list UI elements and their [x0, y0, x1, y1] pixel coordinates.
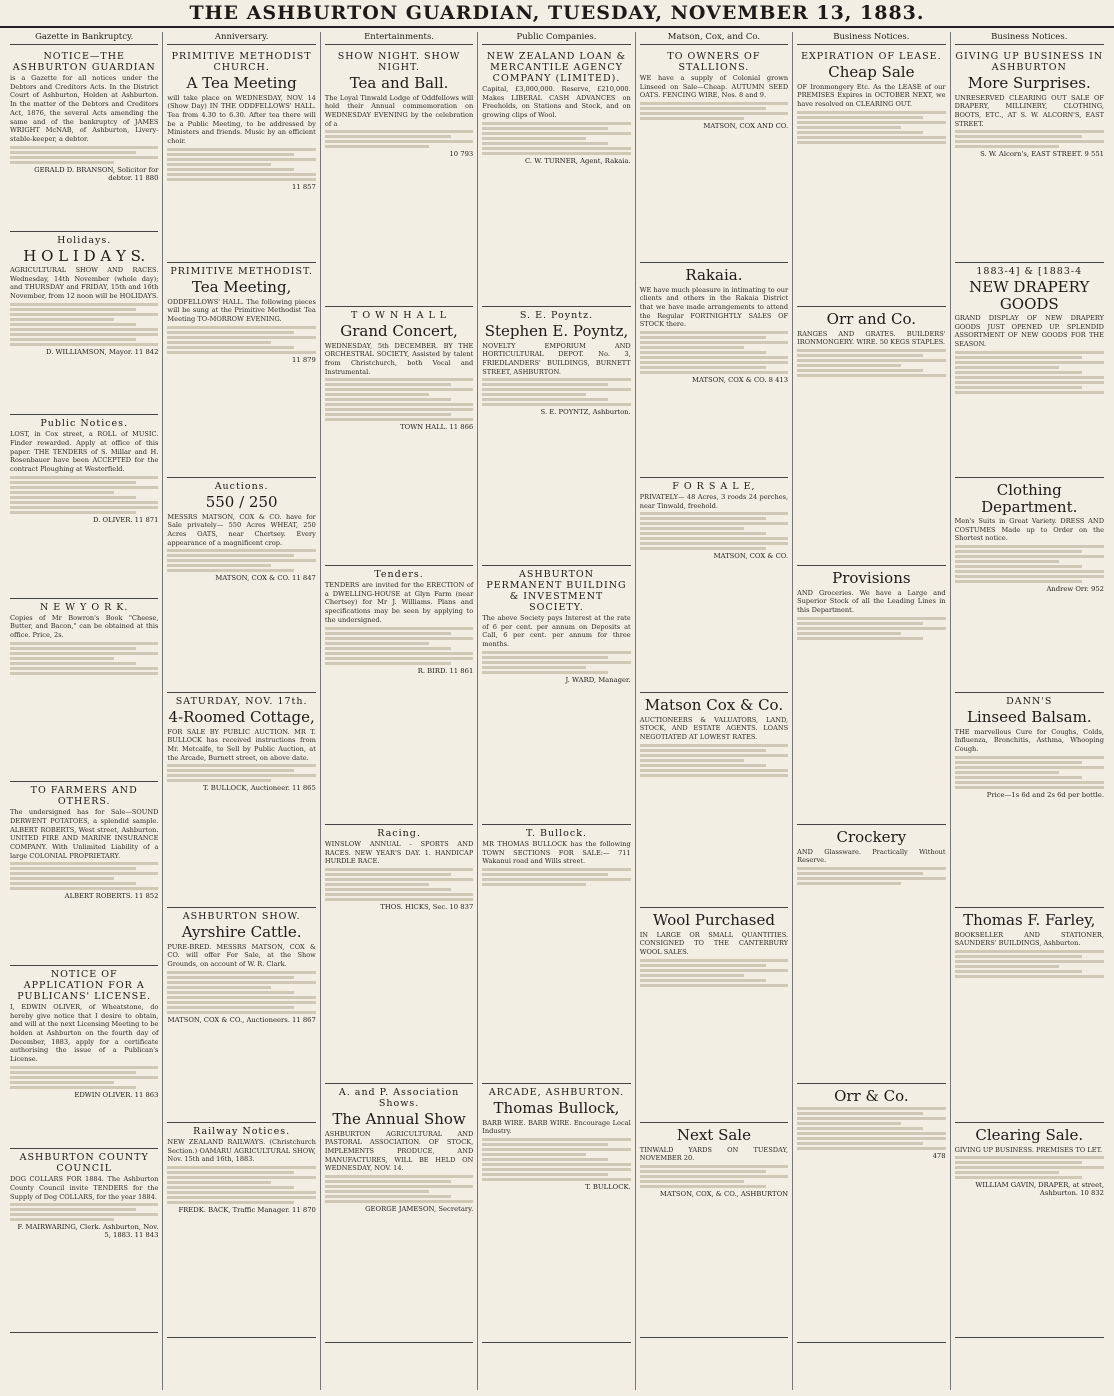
ad-body: The above Society pays Interest at the rate of 6 per cent. per annum on Deposits at Call, 6 per cent. per annum for three months.	[482, 614, 631, 649]
advertisement	[10, 599, 158, 783]
small-print-lines	[955, 351, 1104, 394]
small-print-lines	[482, 1138, 630, 1181]
ad-signature: Price—1s 6d and 2s 6d per bottle.	[986, 790, 1104, 799]
ad-signature: S. E. POYNTZ, Ashburton.	[540, 408, 631, 417]
ad-body: WEDNESDAY, 5th DECEMBER. BY THE ORCHESTRAL SOCIETY, Assisted by talent from Christchurch, both Vocal and Instrumental.	[324, 341, 474, 376]
ad-signature: MATSON, COX AND CO.	[703, 122, 789, 131]
ad-signature: 10 793	[449, 150, 474, 159]
ad-body: AUCTIONEERS & VALUATORS, LAND, STOCK, AND ESTATE AGENTS. LOANS NEGOTIATED AT LOWEST RATES.	[639, 715, 789, 741]
ad-signature: MATSON, COX & CO.	[713, 552, 789, 561]
ad-title: NOTICE—THE ASHBURTON GUARDIAN	[12, 51, 156, 73]
advertisement	[482, 307, 630, 566]
advertisement	[797, 566, 945, 825]
columns	[6, 32, 1108, 1390]
ad-headline: Clothing Department.	[981, 481, 1078, 516]
ad-body: ASHBURTON AGRICULTURAL AND PASTORAL ASSOCIATION. OF STOCK, IMPLEMENTS PRODUCE, AND MANUFACTURES, WILL BE HELD ON WEDNESDAY, NOV. 14.	[324, 1129, 474, 1173]
ad-body: Men's Suits in Great Variety. DRESS AND COSTUMES Made up to Order on the Shortest notice.	[954, 517, 1104, 543]
small-print-lines	[640, 959, 788, 987]
ad-body: AGRICULTURAL SHOW AND RACES. Wednesday, 14th November (whole day); and THURSDAY and FRIDAY, 15th and 16th November, from 12 noon will be HOLIDAYS.	[10, 266, 159, 301]
ad-headline: Next Sale	[676, 1126, 751, 1144]
small-print-lines	[797, 349, 945, 377]
ad-headline: Matson Cox & Co.	[644, 696, 784, 714]
small-print-lines	[10, 1203, 158, 1221]
advertisement	[482, 1084, 630, 1343]
ad-body: will take place on WEDNESDAY, NOV. 14 (Show Day) IN THE ODDFELLOWS' HALL. Tea from 4.30 to 6.30. After tea there will be a Public Meeting, to be addressed by Ministers and friends. Music by an efficient choir.	[167, 93, 316, 146]
advertisement	[10, 232, 158, 416]
newspaper-column	[478, 32, 635, 1390]
ad-body: OF Ironmongery Etc. As the LEASE of our PREMISES Expires in OCTOBER NEXT, we have resolved on CLEARING OUT.	[797, 82, 946, 108]
advertisement	[797, 825, 945, 1084]
ad-signature: WILLIAM GAVIN, DRAPER, at street, Ashburton. 10 832	[975, 1181, 1104, 1198]
ad-body: AND Groceries. We have a Large and Superior Stock of all the Leading Lines in this Department.	[797, 588, 946, 614]
column-heading: Matson, Cox, and Co.	[640, 32, 788, 45]
ad-body: WE have much pleasure in intimating to our clients and others in the Rakaia District that we have made arrangements to attend the Regular FORTNIGHTLY SALES OF STOCK there.	[639, 285, 789, 329]
small-print-lines	[797, 111, 945, 144]
ad-signature: T. BULLOCK.	[585, 1182, 631, 1191]
ad-body: I, EDWIN OLIVER, of Wheatstone, do hereby give notice that I desire to obtain, and will at the next Licensing Meeting to be holden at Ashburton on the fourth day of December, 1883, apply for a certificate authorising the issue of a Publican's License.	[10, 1002, 159, 1064]
small-print-lines	[167, 326, 315, 354]
ad-body: BOOKSELLER AND STATIONER, SAUNDERS' BUILDINGS, Ashburton.	[954, 930, 1104, 948]
ad-signature: MATSON, COX & CO. 11 847	[215, 574, 316, 583]
ad-title: ASHBURTON SHOW.	[182, 911, 301, 922]
ad-signature: ALBERT ROBERTS. 11 852	[64, 892, 159, 901]
ad-signature: EDWIN OLIVER. 11 863	[74, 1090, 159, 1099]
ad-body: TINWALD YARDS ON TUESDAY, NOVEMBER 20.	[639, 1145, 789, 1163]
ad-signature: R. BIRD. 11 861	[417, 666, 474, 675]
newspaper-column	[636, 32, 793, 1390]
small-print-lines	[955, 545, 1104, 583]
ad-title: T. Bullock.	[526, 828, 587, 839]
advertisement	[640, 263, 788, 478]
advertisement	[10, 1149, 158, 1333]
small-print-lines	[167, 764, 315, 782]
newspaper-column	[6, 32, 163, 1390]
advertisement	[325, 1084, 473, 1343]
ad-body: MESSRS MATSON, COX & CO. have for Sale privately— 550 Acres WHEAT, 250 Acres OATS, near Chertsey. Every appearance of a magnificent crop.	[167, 512, 316, 547]
ad-signature: FREDK. BACK, Traffic Manager. 11 870	[178, 1206, 316, 1215]
ad-signature: D. WILLIAMSON, Mayor. 11 842	[46, 347, 159, 356]
ad-signature: 11 879	[292, 355, 316, 364]
small-print-lines	[10, 146, 158, 164]
ad-body: GRAND DISPLAY OF NEW DRAPERY GOODS JUST OPENED UP. SPLENDID ASSORTMENT OF NEW GOODS FOR THE SEASON.	[954, 314, 1104, 349]
ad-title: SATURDAY, NOV. 17th.	[175, 696, 308, 707]
ad-signature: S. W. Alcorn's, EAST STREET. 9 551	[980, 150, 1104, 159]
ad-headline: Clearing Sale.	[975, 1126, 1084, 1144]
advertisement	[797, 1084, 945, 1343]
ad-title: Holidays.	[57, 234, 112, 246]
ad-title: Public Notices.	[40, 418, 129, 430]
ad-signature: MATSON, COX, & CO., ASHBURTON	[659, 1189, 789, 1198]
ad-headline: Thomas Bullock,	[493, 1099, 620, 1117]
advertisement	[955, 263, 1104, 478]
ad-title: 1883-4] & [1883-4	[976, 266, 1083, 277]
ad-title: Railway Notices.	[193, 1126, 291, 1137]
advertisement	[10, 782, 158, 966]
ad-headline: Tea Meeting,	[191, 278, 292, 296]
ad-signature: THOS. HICKS, Sec. 10 837	[380, 903, 474, 912]
ad-title: NOTICE OF APPLICATION FOR A PUBLICANS' LICENSE.	[17, 968, 152, 1002]
small-print-lines	[640, 512, 788, 550]
column-heading: Business Notices.	[797, 32, 945, 45]
advertisement	[10, 966, 158, 1150]
ad-title: TO OWNERS OF STALLIONS.	[667, 51, 761, 73]
ad-title: Auctions.	[214, 481, 269, 492]
advertisement	[167, 263, 315, 478]
ad-headline: Orr & Co.	[834, 1087, 909, 1105]
ad-headline: Grand Concert,	[340, 322, 458, 340]
small-print-lines	[482, 122, 630, 155]
ad-signature: C. W. TURNER, Agent, Rakaia.	[524, 156, 631, 165]
small-print-lines	[325, 627, 473, 665]
ad-headline: More Surprises.	[967, 74, 1091, 92]
advertisement	[482, 825, 630, 1084]
small-print-lines	[325, 868, 473, 901]
ad-signature: MATSON, COX & CO. 8 413	[692, 376, 789, 385]
ad-signature: D. OLIVER. 11 871	[93, 515, 159, 524]
ad-title: S. E. Poyntz.	[519, 310, 594, 321]
column-heading: Business Notices.	[955, 32, 1104, 45]
ad-headline: 550 / 250	[205, 493, 278, 511]
advertisement	[482, 48, 630, 307]
ad-headline: A Tea Meeting	[186, 74, 297, 92]
ad-title: PRIMITIVE METHODIST CHURCH.	[171, 51, 312, 73]
ad-body: The undersigned has for Sale—SOUND DERWENT POTATOES, a splendid sample. ALBERT ROBERTS, West street, Ashburton. UNITED FIRE AND MARINE INSURANCE COMPANY. With Unlimited Liability of a large COLONIAL PROPRIETARY.	[10, 808, 159, 860]
ad-body: Capital, £3,000,000. Reserve, £210,000. Makes LIBERAL CASH ADVANCES on Freeholds, on Stations and Stock, and on growing clips of Wool.	[482, 85, 631, 120]
small-print-lines	[797, 867, 945, 885]
ad-body: FOR SALE BY PUBLIC AUCTION. MR T. BULLOCK has received instructions from Mr. Metcalfe, to Sell by Public Auction, at the Arcade, Burnett street, on above date.	[167, 727, 316, 762]
ad-body: AND Glassware. Practically Without Reserve.	[797, 847, 946, 865]
advertisement	[325, 825, 473, 1084]
small-print-lines	[10, 303, 158, 346]
advertisement	[955, 1123, 1104, 1338]
small-print-lines	[325, 130, 473, 148]
ad-title: Tenders.	[374, 569, 424, 580]
ad-signature: 11 857	[292, 182, 316, 191]
advertisement	[167, 478, 315, 693]
ad-headline: 4-Roomed Cottage,	[168, 708, 315, 726]
ad-title: NEW ZEALAND LOAN & MERCANTILE AGENCY COMPANY (LIMITED).	[486, 51, 627, 84]
ad-headline: Cheap Sale	[828, 63, 915, 81]
small-print-lines	[640, 1165, 788, 1188]
ad-title: ASHBURTON PERMANENT BUILDING & INVESTMENT SOCIETY.	[486, 569, 627, 613]
advertisement	[482, 566, 630, 825]
small-print-lines	[325, 1175, 473, 1203]
ad-signature: J. WARD, Manager.	[565, 675, 631, 684]
small-print-lines	[10, 642, 158, 675]
ad-body: is a Gazette for all notices under the Debtors and Creditors Acts. In the District Court of Ashburton, Holden at Ashburton. In the matter of the Debtors and Creditors Act, 1876, the several Acts amending the same and of the bankruptcy of JAMES WRIGHT McNAB, of Ashburton, Livery-stable-keeper, a debtor.	[10, 74, 159, 143]
column-heading: Anniversary.	[167, 32, 315, 45]
advertisement	[325, 307, 473, 566]
ad-body: PURE-BRED. MESSRS MATSON, COX & CO. will offer For Sale, at the Show Grounds, on account of W. R. Clark.	[167, 942, 316, 968]
ad-title: TO FARMERS AND OTHERS.	[30, 785, 138, 808]
ad-headline: Tea and Ball.	[349, 74, 449, 92]
small-print-lines	[955, 130, 1104, 148]
advertisement	[325, 48, 473, 307]
small-print-lines	[167, 148, 315, 181]
ad-title: ASHBURTON COUNTY COUNCIL	[19, 1152, 149, 1175]
ad-headline: Stephen E. Poyntz,	[484, 322, 629, 340]
ad-headline: The Annual Show	[332, 1110, 466, 1128]
small-print-lines	[955, 756, 1104, 789]
ad-title: EXPIRATION OF LEASE.	[801, 51, 942, 62]
small-print-lines	[797, 617, 945, 640]
ad-body: BARB WIRE. BARB WIRE. Encourage Local Industry.	[482, 1118, 631, 1136]
ad-headline: Wool Purchased	[652, 911, 775, 929]
small-print-lines	[325, 378, 473, 421]
ad-headline: NEW DRAPERY GOODS	[969, 278, 1090, 313]
newspaper-column	[163, 32, 320, 1390]
column-heading: Public Companies.	[482, 32, 630, 45]
ad-signature: GEORGE JAMESON, Secretary.	[365, 1205, 474, 1214]
advertisement	[10, 48, 158, 232]
ad-signature: MATSON, COX & CO., Auctioneers. 11 867	[167, 1015, 316, 1024]
small-print-lines	[640, 331, 788, 374]
small-print-lines	[167, 971, 315, 1014]
ad-signature: Andrew Orr. 952	[1046, 585, 1104, 594]
small-print-lines	[482, 868, 630, 886]
ad-headline: Rakaia.	[685, 266, 743, 284]
advertisement	[640, 48, 788, 263]
advertisement	[640, 693, 788, 908]
advertisement	[955, 48, 1104, 263]
ad-title: ARCADE, ASHBURTON.	[488, 1087, 625, 1098]
small-print-lines	[955, 1156, 1104, 1179]
small-print-lines	[167, 549, 315, 572]
ad-body: LOST, in Cox street, a ROLL of MUSIC. Finder rewarded. Apply at office of this paper. THE TENDERS of S. Millar and H. Rosenbauer have been ACCEPTED for the contract Ploughing at Westerfield.	[10, 430, 159, 473]
ad-signature: T. BULLOCK, Auctioneer. 11 865	[202, 784, 316, 793]
ad-body: IN LARGE OR SMALL QUANTITIES. CONSIGNED TO THE CANTERBURY WOOL SALES.	[639, 930, 789, 956]
ad-body: WE have a supply of Colonial grown Linseed on Sale—Cheap. AUTUMN SEED OATS. FENCING WIRE, Nos. 8 and 9.	[639, 74, 789, 100]
ad-body: GIVING UP BUSINESS. PREMISES TO LET.	[954, 1145, 1103, 1154]
small-print-lines	[482, 378, 630, 406]
newspaper-column	[321, 32, 478, 1390]
ad-body: THE marvellous Cure for Coughs, Colds, Influenza, Bronchitis, Asthma, Whooping Cough.	[954, 727, 1104, 753]
ad-title: DANN'S	[1006, 696, 1053, 707]
column-heading: Gazette in Bankruptcy.	[10, 32, 158, 45]
small-print-lines	[955, 950, 1104, 978]
masthead	[0, 0, 1114, 28]
ad-headline: Provisions	[832, 569, 911, 587]
ad-title: N E W Y O R K.	[39, 601, 129, 613]
ad-title: A. and P. Association Shows.	[338, 1087, 460, 1109]
ad-body: DOG COLLARS FOR 1884. The Ashburton County Council invite TENDERS for the Supply of Dog COLLARS, for the year 1884.	[10, 1175, 159, 1201]
ad-headline: Crockery	[836, 828, 907, 846]
advertisement	[325, 566, 473, 825]
small-print-lines	[10, 476, 158, 514]
ad-signature: TOWN HALL. 11 866	[400, 423, 474, 432]
ad-title: GIVING UP BUSINESS IN ASHBURTON	[955, 51, 1104, 73]
small-print-lines	[640, 102, 788, 120]
advertisement	[955, 478, 1104, 693]
small-print-lines	[10, 1066, 158, 1089]
advertisement	[167, 693, 315, 908]
ad-title: T O W N H A L L	[351, 310, 448, 321]
advertisement	[797, 48, 945, 307]
advertisement	[955, 693, 1104, 908]
ad-body: TENDERS are invited for the ERECTION of a DWELLING-HOUSE at Glyn Farm (near Chertsey) for Mr J. Williams. Plans and specifications may be seen by applying to the undersigned.	[324, 581, 474, 624]
ad-body: Copies of Mr Bowron's Book "Cheese, Butter, and Bacon," can be obtained at this office. Price, 2s.	[10, 613, 159, 640]
ad-headline: Orr and Co.	[826, 310, 917, 328]
small-print-lines	[482, 651, 630, 674]
ad-title: SHOW NIGHT. SHOW NIGHT.	[337, 51, 461, 73]
ad-headline: Linseed Balsam.	[966, 708, 1092, 726]
ad-signature: F. MAIRWARING, Clerk. Ashburton, Nov. 5, 1883. 11 843	[17, 1223, 159, 1240]
advertisement	[10, 415, 158, 599]
ad-headline: H O L I D A Y S.	[23, 246, 146, 265]
ad-title: PRIMITIVE METHODIST.	[170, 266, 313, 277]
ad-title: Racing.	[377, 828, 421, 839]
ad-title: F O R S A L E,	[672, 481, 756, 492]
ad-body: PRIVATELY— 48 Acres, 3 roods 24 perches, near Tinwald, freehold.	[639, 493, 789, 510]
ad-headline: Ayrshire Cattle.	[181, 923, 302, 941]
small-print-lines	[640, 744, 788, 777]
advertisement	[167, 908, 315, 1123]
ad-body: ODDFELLOWS' HALL. The following pieces will be sung at the Primitive Methodist Tea Meeting TO-MORROW EVENING.	[167, 297, 316, 323]
small-print-lines	[167, 1166, 315, 1204]
ad-body: NOVELTY EMPORIUM AND HORTICULTURAL DEPOT. No. 3, FRIEDLANDERS' BUILDINGS, BURNETT STREET, ASHBURTON.	[482, 341, 631, 376]
small-print-lines	[797, 1107, 945, 1150]
ad-signature: 478	[932, 1151, 946, 1160]
advertisement	[167, 48, 315, 263]
ad-body: NEW ZEALAND RAILWAYS. (Christchurch Section.) OAMARU AGRICULTURAL SHOW, Nov. 15th and 16th, 1883.	[167, 1138, 316, 1164]
advertisement	[167, 1123, 315, 1338]
ad-body: MR THOMAS BULLOCK has the following TOWN SECTIONS FOR SALE:— 711 Wakanui road and Wills street.	[482, 840, 631, 866]
advertisement	[640, 478, 788, 693]
newspaper-column	[793, 32, 950, 1390]
small-print-lines	[10, 862, 158, 890]
newspaper-title: THE ASHBURTON GUARDIAN, TUESDAY, NOVEMBER 13, 1883.	[189, 2, 925, 24]
advertisement	[640, 908, 788, 1123]
ad-signature: GERALD D. BRANSON, Solicitor for debtor. 11 880	[34, 165, 159, 182]
ad-body: The Loyal Tinwald Lodge of Oddfellows will hold their Annual commemoration on WEDNESDAY EVENING by the celebration of a	[324, 93, 474, 128]
column-heading: Entertainments.	[325, 32, 473, 45]
newspaper-column	[951, 32, 1108, 1390]
ad-body: UNRESERVED CLEARING OUT SALE OF DRAPERY, MILLINERY, CLOTHING, BOOTS, ETC., AT S. W. ALCORN'S, EAST STREET.	[954, 93, 1104, 128]
ad-body: RANGES AND GRATES. BUILDERS' IRONMONGERY. WIRE. 50 KEGS STAPLES.	[797, 329, 946, 347]
ad-headline: Thomas F. Farley,	[963, 911, 1096, 929]
advertisement	[640, 1123, 788, 1338]
ad-body: WINSLOW ANNUAL - SPORTS AND RACES. NEW YEAR'S DAY. 1. HANDICAP HURDLE RACE.	[324, 840, 474, 866]
advertisement	[797, 307, 945, 566]
advertisement	[955, 908, 1104, 1123]
